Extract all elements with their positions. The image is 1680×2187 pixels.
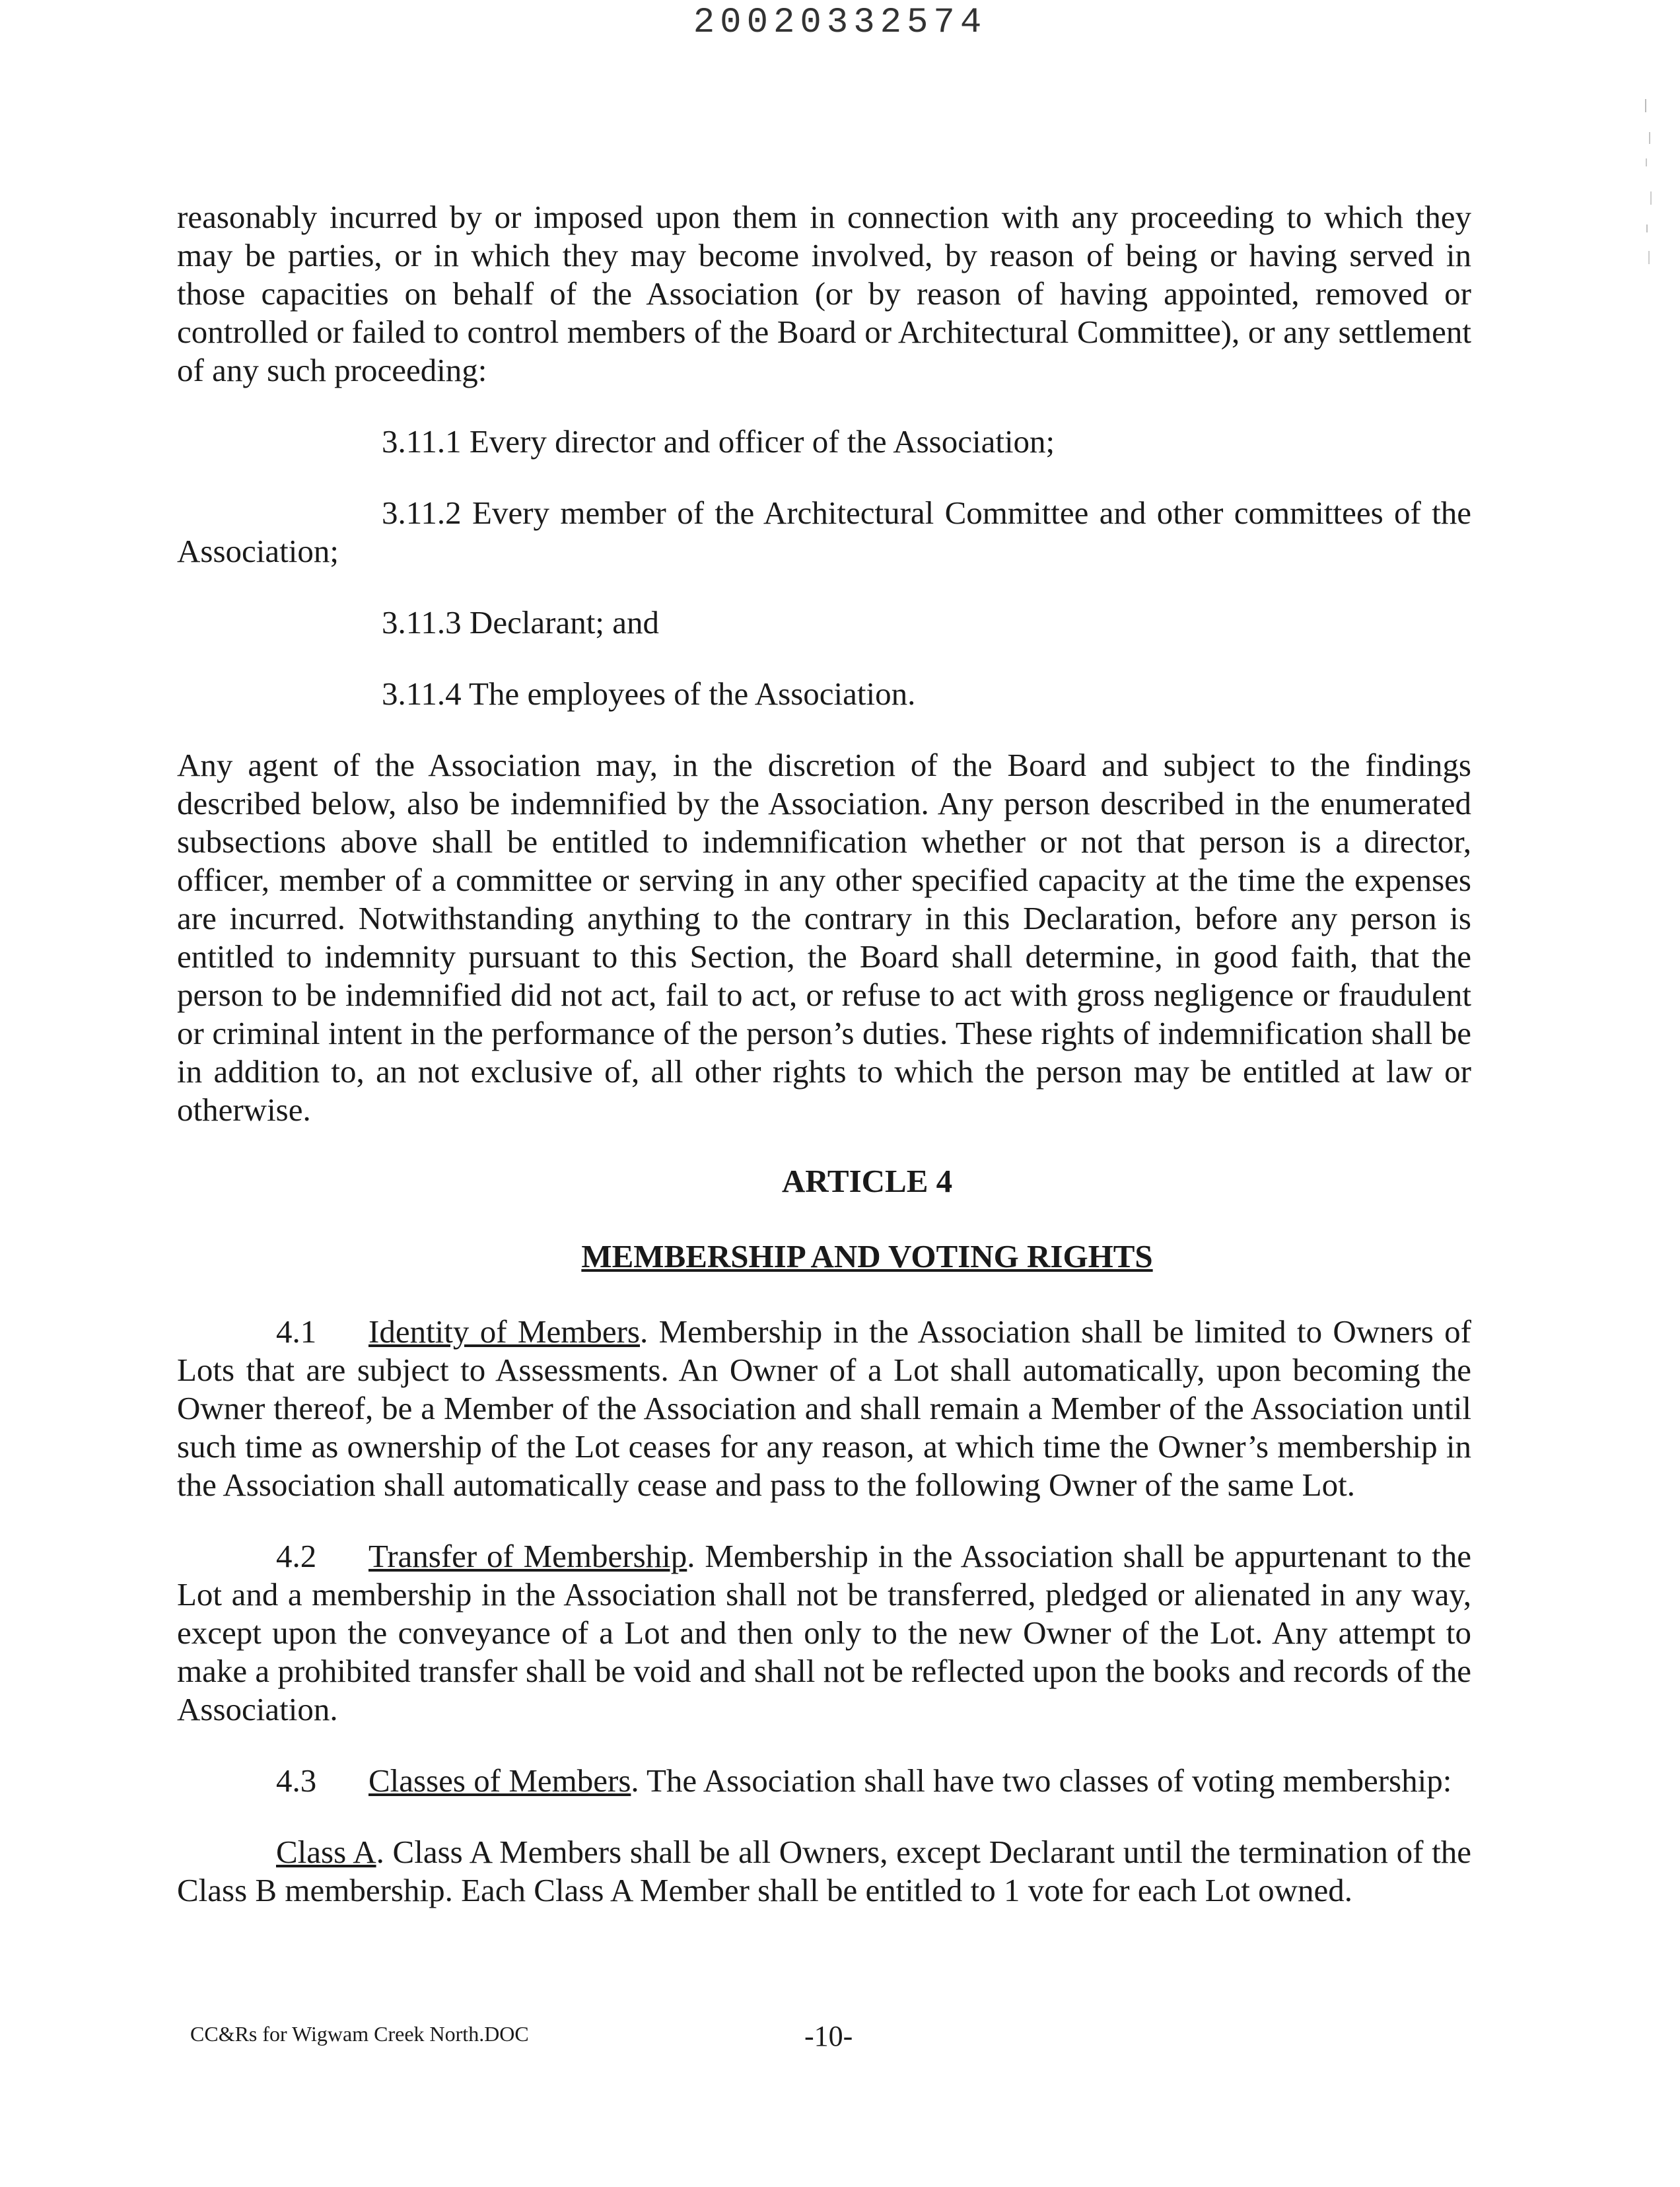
section-4-2	[177, 1537, 1471, 1729]
intro-paragraph: reasonably incurred by or imposed upon them in connection with any proceeding to which they may be parties, or in which they may become involved, by reason of being or having served in those capacities on behalf of the Association (or by reason of having appointed, removed or controlled or failed to control members of the Board or Architectural Committee), or any settlement of any such proceeding:	[177, 199, 1471, 388]
section-title: Transfer of Membership	[368, 1538, 687, 1574]
article-title	[177, 1237, 1471, 1276]
subsection-3-11-2: 3.11.2 Every member of the Architectural Committee and other committees of the Association;	[177, 495, 1471, 569]
section-4-3	[177, 1762, 1471, 1800]
agent-paragraph: Any agent of the Association may, in the discretion of the Board and subject to the findings described below, also be indemnified by the Association. Any person described in the enumerated subsections above shall be entitled to indemnification whether or not that person is a director, officer, member of a committee or serving in any other specified capacity at the time the expenses are incurred. Notwithstanding anything to the contrary in this Declaration, before any person is entitled to indemnity pursuant to this Section, the Board shall determine, in good faith, that the person to be indemnified did not act, fail to act, or refuse to act with gross negligence or fraudulent or criminal intent in the performance of the person’s duties. These rights of indemnification shall be in addition to, an not exclusive of, all other rights to which the person may be entitled at law or otherwise.	[177, 747, 1471, 1128]
subsection-3-11-3: 3.11.3 Declarant; and	[382, 604, 659, 641]
article-label: ARTICLE 4	[781, 1163, 953, 1199]
section-text: . Membership in the Association shall be limited to Owners of Lots that are subject to Assessments. An Owner of a Lot shall automatically, upon becoming the Owner thereof, be a Member of the Association and shall remain a Member of the Association until such time as ownership of the Lot ceases for any reason, at which time the Owner’s membership in the Association shall automatically cease and pass to the following Owner of the same Lot.	[177, 1313, 1472, 1503]
subsection-3-11-1: 3.11.1 Every director and officer of the Association;	[382, 423, 1055, 460]
section-title: Identity of Members	[368, 1313, 640, 1350]
document-number: 20020332574	[693, 3, 987, 43]
scan-artifact-marks	[1643, 92, 1656, 291]
class-a-text: . Class A Members shall be all Owners, except Declarant until the termination of the Class B membership. Each Class A Member shall be entitled to 1 vote for each Lot owned.	[177, 1834, 1471, 1908]
section-text: . The Association shall have two classes of voting membership:	[631, 1762, 1452, 1799]
footer-page-number: -10-	[804, 2020, 853, 2052]
article-title-text: MEMBERSHIP AND VOTING RIGHTS	[581, 1238, 1153, 1274]
section-title: Classes of Members	[368, 1762, 631, 1799]
section-text: . Membership in the Association shall be appurtenant to the Lot and a membership in the Association shall not be transferred, pledged or alienated in any way, except upon the conveyance of a Lot and then only to the new Owner of the Lot. Any attempt to make a prohibited transfer shall be void and shall not be reflected upon the books and records of the Association.	[177, 1538, 1471, 1727]
class-a-title: Class A	[276, 1834, 376, 1870]
document-body	[177, 198, 1471, 1910]
section-number: 4.1	[276, 1313, 317, 1350]
section-number: 4.3	[276, 1762, 317, 1799]
class-a-paragraph	[177, 1833, 1471, 1910]
section-4-1	[177, 1313, 1471, 1504]
section-number: 4.2	[276, 1538, 317, 1574]
subsection-3-11-4: 3.11.4 The employees of the Association.	[382, 676, 916, 712]
footer-document-name: CC&Rs for Wigwam Creek North.DOC	[190, 2022, 529, 2046]
